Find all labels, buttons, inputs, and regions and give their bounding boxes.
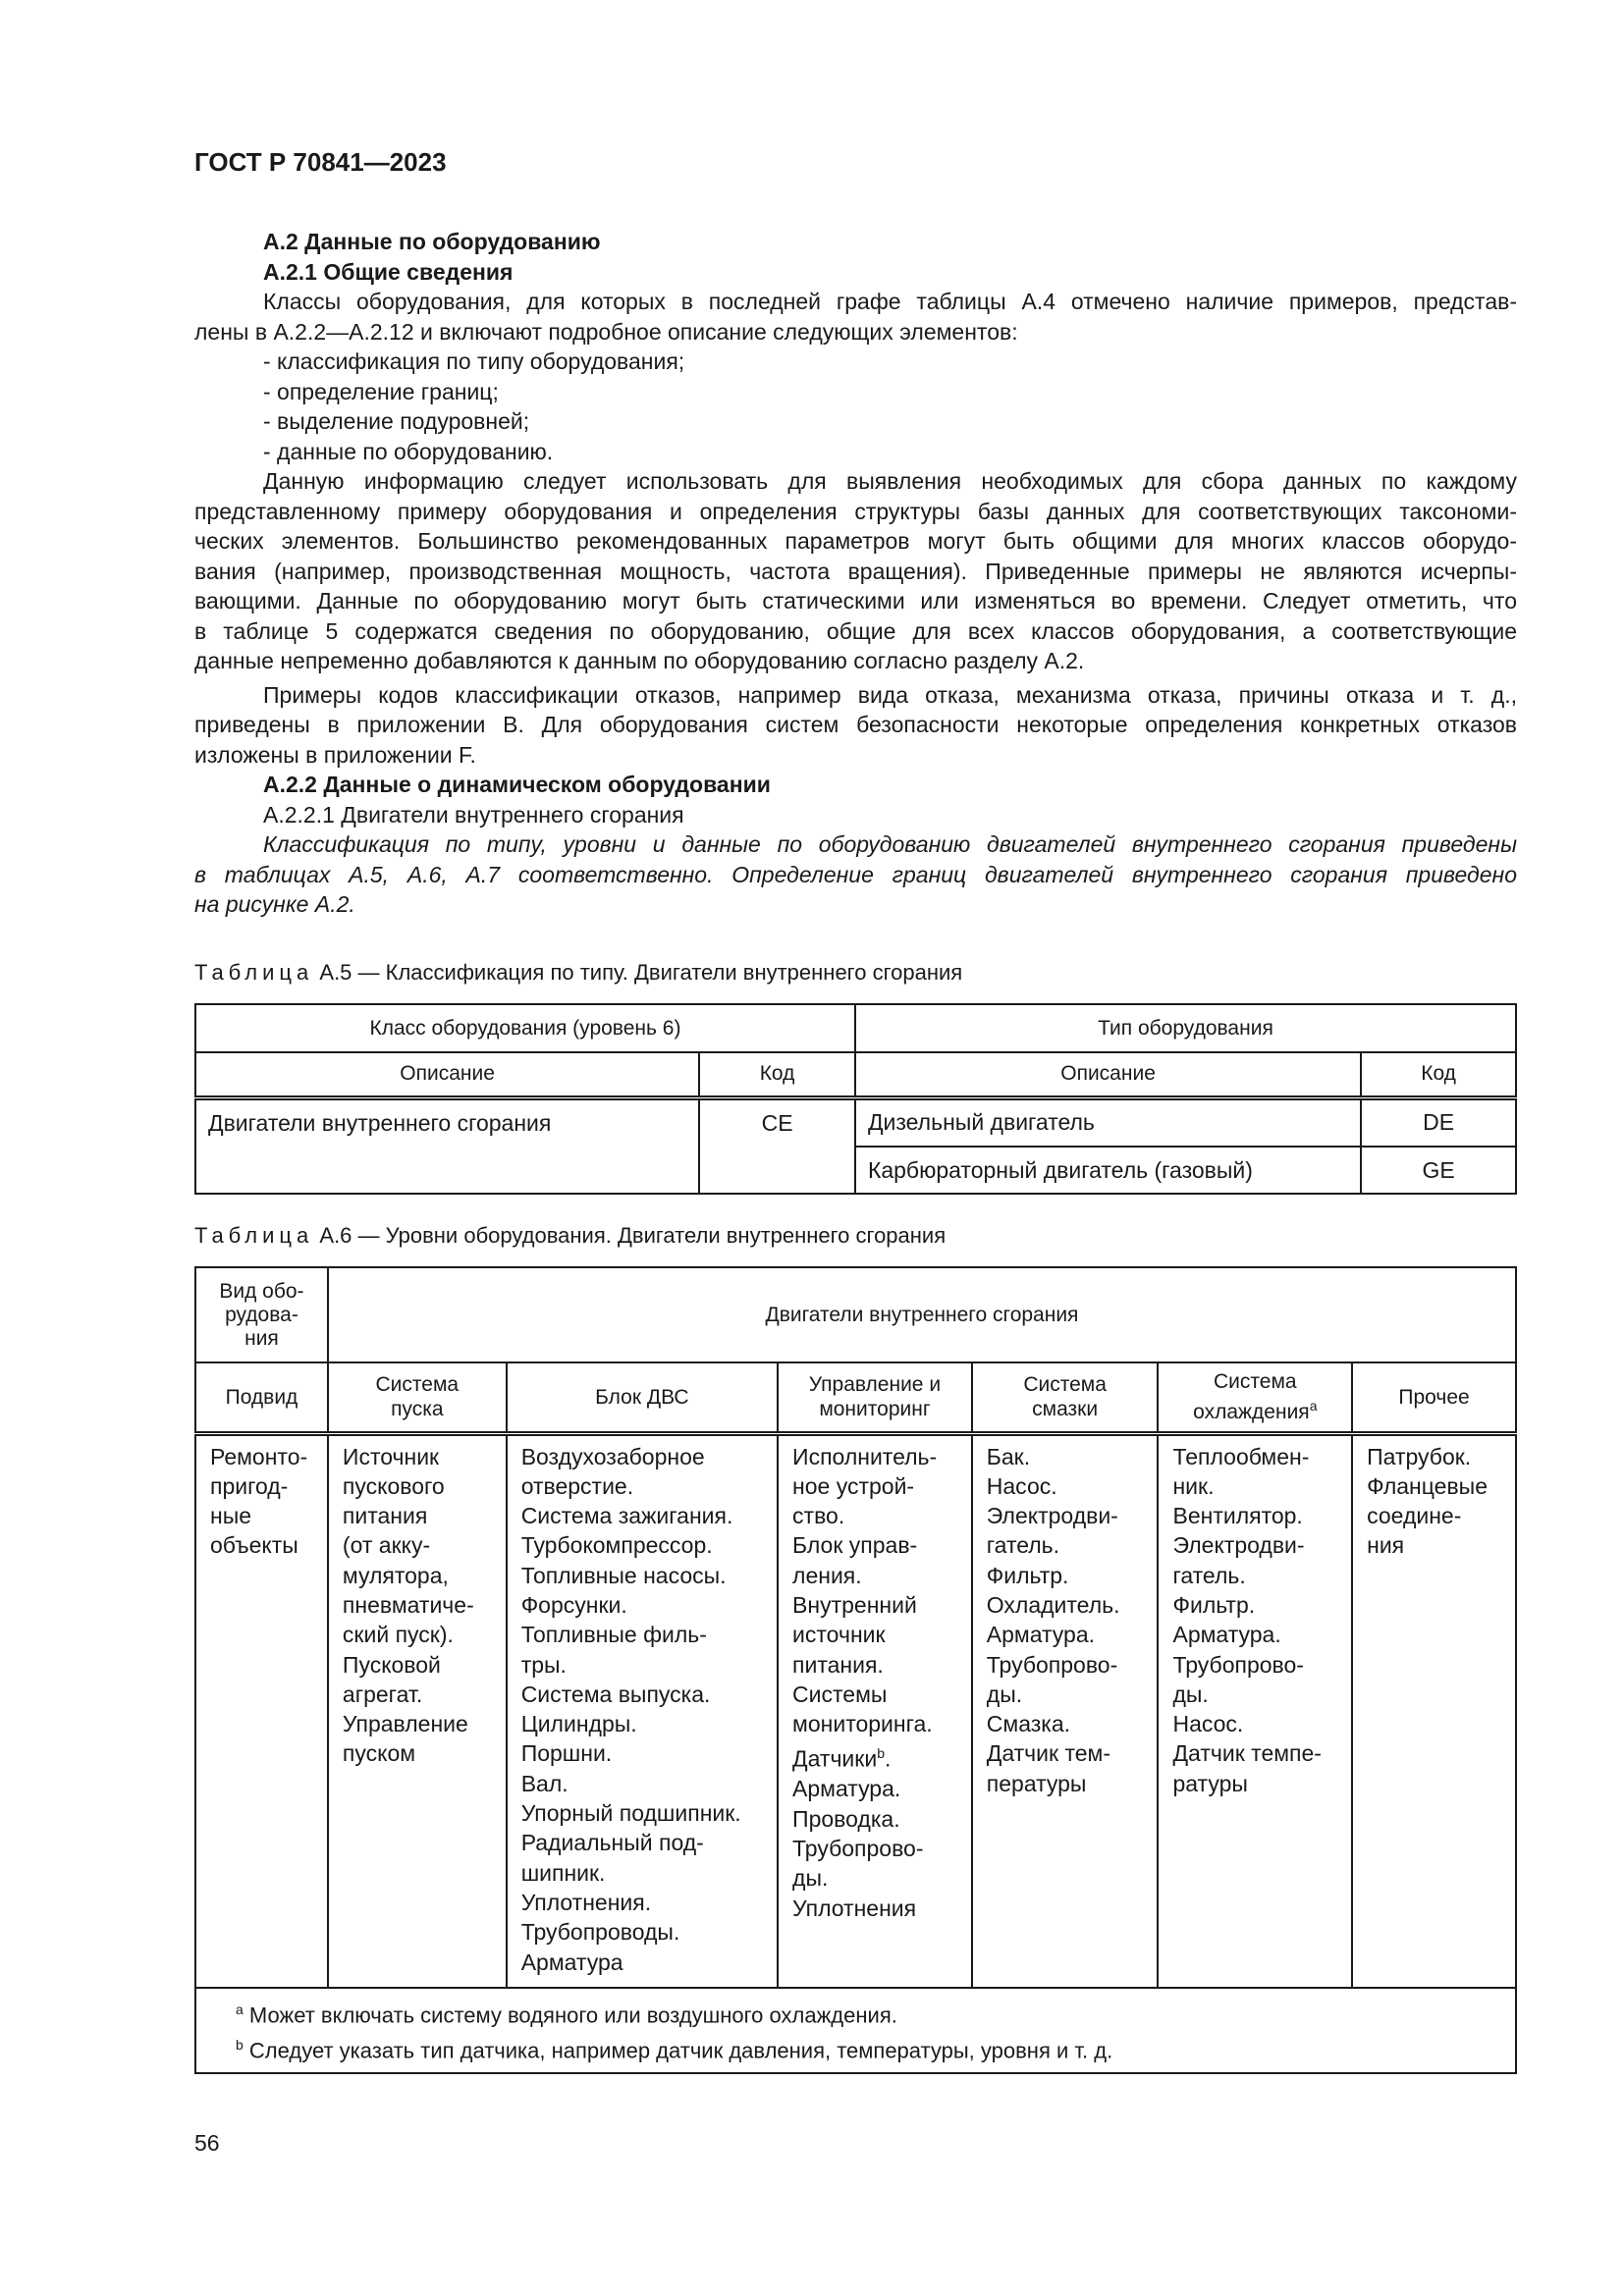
cell-line: соедине-	[1367, 1503, 1462, 1529]
column-header	[972, 1362, 1159, 1433]
cell-line: пуском	[342, 1740, 416, 1767]
class-code: CE	[699, 1097, 855, 1194]
text-line: данные непременно добавляются к данным по оборудованию согласно разделу А.2.	[194, 648, 1085, 673]
cell-line: ное устрой-	[792, 1472, 915, 1499]
cell-line: Арматура.	[1172, 1622, 1281, 1648]
text-line: Классы оборудования, для которых в последней графе таблицы А.4 отмечено наличие примеров, представ-	[263, 289, 1517, 314]
cell-line: ство.	[792, 1503, 845, 1529]
table-cell	[1352, 1433, 1516, 1988]
cell-line: Патрубок.	[1367, 1443, 1472, 1469]
cell-line: источник	[792, 1622, 886, 1648]
cell-line: Трубопрово-	[986, 1651, 1118, 1678]
text-line: - классификация по типу оборудования;	[263, 348, 685, 374]
text-line: Блок ДВС	[595, 1385, 689, 1409]
table-a6	[194, 1266, 1517, 2074]
text-line: Прочее	[1398, 1385, 1470, 1409]
cell-line: Трубопрово-	[792, 1836, 924, 1862]
column-header	[507, 1362, 778, 1433]
section-heading-a22: А.2.2 Данные о динамическом оборудовании	[263, 772, 771, 797]
text-line: мониторинг	[819, 1398, 931, 1421]
text-line: вающими. Данные по оборудованию могут быть статическими или изменяться во времени. Следует отметить, что	[194, 588, 1517, 614]
cell-line: Системы	[792, 1681, 888, 1707]
text-line: Система	[1023, 1373, 1107, 1397]
text-line: Примеры кодов классификации отказов, например вида отказа, механизма отказа, причины отказа и т. д.,	[263, 681, 1517, 708]
cell-line: гатель.	[986, 1532, 1060, 1559]
text-line: приведены в приложении В. Для оборудования систем безопасности некоторые определения конкретных отказов	[194, 712, 1517, 737]
text-line: Классификация по типу, уровни и данные по оборудованию двигателей внутреннего сгорания приведены	[263, 831, 1517, 857]
header-code: Код	[1361, 1052, 1516, 1097]
cell-line: Вентилятор.	[1172, 1503, 1303, 1529]
text-line: Система	[375, 1373, 460, 1397]
cell-line: ды.	[986, 1681, 1023, 1707]
text-line: в таблицах А.5, А.6, А.7 соответственно. Определение границ двигателей внутреннего сгорания приведено	[194, 861, 1517, 887]
cell-line: Источник	[342, 1443, 440, 1469]
cell-line: объекты	[210, 1532, 298, 1559]
cell-line: Управление	[342, 1711, 468, 1737]
cell-line: мулятора,	[342, 1562, 449, 1588]
header-desc: Описание	[855, 1052, 1361, 1097]
body-text	[194, 227, 1517, 920]
cell-line: Арматура.	[986, 1622, 1096, 1648]
cell-line: отверстие.	[520, 1472, 634, 1499]
cell-line: Охладитель.	[986, 1591, 1120, 1618]
cell-line: агрегат.	[342, 1681, 423, 1707]
cell-line: ния	[1367, 1532, 1405, 1559]
paragraph	[194, 680, 1517, 771]
column-header	[328, 1362, 507, 1433]
cell-line: Воздухозаборное	[520, 1443, 705, 1469]
cell-line: Проводка.	[792, 1805, 900, 1832]
table-cell	[778, 1433, 972, 1988]
section-heading-a21: А.2.1 Общие сведения	[263, 258, 514, 285]
bullet-list	[194, 347, 1517, 466]
type-code: GE	[1361, 1147, 1516, 1194]
table-cell	[328, 1433, 507, 1988]
cell-line: Радиальный под-	[520, 1830, 704, 1856]
table-footnotes	[195, 1988, 1516, 2073]
text-line: представленному примеру оборудования и определения структуры базы данных для соответствующих таксономи-	[194, 498, 1517, 524]
text-line: - определение границ;	[263, 378, 499, 404]
footnote: $^a$ Может включать систему водяного или воздушного охлаждения.	[236, 2002, 897, 2028]
cell-line: Вал.	[520, 1770, 568, 1796]
cell-line: питания	[342, 1503, 428, 1529]
cell-line: Арматура.	[792, 1776, 901, 1802]
text-line: ческих элементов. Большинство рекомендованных параметров могут быть общими для многих классов оборудо-	[194, 528, 1517, 554]
type-desc: Дизельный двигатель	[855, 1097, 1361, 1147]
cell-line: Топливные филь-	[520, 1622, 707, 1648]
header-type: Тип оборудования	[855, 1004, 1516, 1052]
cell-line: Пусковой	[342, 1651, 441, 1678]
cell-line: Фланцевые	[1367, 1472, 1489, 1499]
cell-line: (от акку-	[342, 1532, 431, 1559]
type-code: DE	[1361, 1097, 1516, 1147]
text-line: на рисунке А.2.	[194, 891, 355, 917]
cell-line: Насос.	[986, 1472, 1057, 1499]
cell-line: Фильтр.	[1172, 1591, 1256, 1618]
header-class: Класс оборудования (уровень 6)	[195, 1004, 855, 1052]
footnote: $^b$ Следует указать тип датчика, например датчик давления, температуры, уровня и т. д.	[236, 2037, 1113, 2063]
table-cell	[507, 1433, 778, 1988]
text-line: изложены в приложении F.	[194, 741, 476, 768]
cell-line: пригод-	[210, 1472, 289, 1499]
table-cell	[195, 1433, 328, 1988]
table-a5	[194, 1003, 1517, 1195]
column-header	[1352, 1362, 1516, 1433]
text-line: пуска	[391, 1398, 444, 1421]
cell-line: пературы	[986, 1770, 1087, 1796]
text-line: в таблице 5 содержатся сведения по оборудованию, общие для всех классов оборудования, а соответствующие	[194, 617, 1517, 644]
text-line: ния	[244, 1326, 279, 1350]
cell-line: Топливные насосы.	[520, 1562, 727, 1588]
text-line: Управление и	[808, 1373, 942, 1397]
section-heading-a2: А.2 Данные по оборудованию	[263, 229, 601, 254]
cell-line: Бак.	[986, 1443, 1031, 1469]
cell-line: Система выпуска.	[520, 1681, 711, 1707]
cell-line: мониторинга.	[792, 1711, 933, 1737]
header-desc: Описание	[195, 1052, 699, 1097]
text-line: Данную информацию следует использовать для выявления необходимых для сбора данных по каждому	[263, 468, 1517, 494]
cell-line: Цилиндры.	[520, 1711, 637, 1737]
cell-line: Трубопроводы.	[520, 1919, 680, 1946]
cell-line: пускового	[342, 1472, 445, 1499]
cell-line: Система зажигания.	[520, 1503, 733, 1529]
type-desc: Карбюраторный двигатель (газовый)	[855, 1147, 1361, 1194]
cell-line: Датчик тем-	[986, 1740, 1111, 1767]
table-a5-caption: Таблица А.5 — Классификация по типу. Двигатели внутреннего сгорания	[194, 960, 963, 985]
text-line: Вид обо-	[219, 1279, 304, 1303]
text-line: смазки	[1032, 1398, 1099, 1421]
table-a6-caption: Таблица А.6 — Уровни оборудования. Двигатели внутреннего сгорания	[194, 1223, 947, 1248]
header-equipment-kind	[195, 1267, 328, 1362]
cell-line: тры.	[520, 1651, 567, 1678]
cell-line: ные	[210, 1503, 252, 1529]
cell-line: Внутренний	[792, 1591, 917, 1618]
cell-line: Фильтр.	[986, 1562, 1069, 1588]
column-header: Система охлаждения$^a$	[1158, 1362, 1352, 1433]
text-line: Подвид	[225, 1385, 298, 1409]
cell-line: Теплообмен-	[1172, 1443, 1310, 1469]
text-line: рудова-	[225, 1303, 298, 1326]
cell-line: Уплотнения	[792, 1895, 917, 1921]
cell-line: Электродви-	[986, 1503, 1118, 1529]
cell-line: Поршни.	[520, 1740, 613, 1767]
cell-line: ления.	[792, 1562, 862, 1588]
paragraph-italic	[194, 829, 1517, 920]
cell-line: Арматура	[520, 1949, 623, 1975]
cell-line: ник.	[1172, 1472, 1215, 1499]
header-main: Двигатели внутреннего сгорания	[328, 1267, 1516, 1362]
header-code: Код	[699, 1052, 855, 1097]
text-line: вания (например, производственная мощность, частота вращения). Приведенные примеры не являются исчерпы-	[194, 558, 1517, 584]
section-heading-a221: А.2.2.1 Двигатели внутреннего сгорания	[263, 801, 684, 828]
table-cell	[1158, 1433, 1352, 1988]
text-line: лены в А.2.2—А.2.12 и включают подробное описание следующих элементов:	[194, 318, 1018, 345]
paragraph	[194, 287, 1517, 347]
column-header	[778, 1362, 972, 1433]
cell-line: Насос.	[1172, 1711, 1244, 1737]
paragraph	[194, 466, 1517, 676]
table-cell	[972, 1433, 1159, 1988]
cell-line: Блок управ-	[792, 1532, 918, 1559]
cell-line: Смазка.	[986, 1711, 1071, 1737]
cell-line: Датчик темпе-	[1172, 1740, 1322, 1767]
cell-line: Исполнитель-	[792, 1443, 938, 1469]
cell-line: ратуры	[1172, 1770, 1248, 1796]
cell-line: пневматиче-	[342, 1591, 474, 1618]
document-header: ГОСТ Р 70841—2023	[194, 147, 447, 177]
page-number: 56	[194, 2130, 220, 2156]
cell-line: Электродви-	[1172, 1532, 1305, 1559]
cell-line: Трубопрово-	[1172, 1651, 1304, 1678]
cell-line: гатель.	[1172, 1562, 1246, 1588]
cell-line: Турбокомпрессор.	[520, 1532, 713, 1559]
cell-line: ды.	[1172, 1681, 1209, 1707]
text-line: - данные по оборудованию.	[263, 438, 554, 464]
cell-line: Упорный подшипник.	[520, 1800, 741, 1827]
class-desc: Двигатели внутреннего сгорания	[195, 1097, 699, 1194]
cell-line: Ремонто-	[210, 1443, 308, 1469]
text-line: - выделение подуровней;	[263, 408, 530, 434]
cell-line: шипник.	[520, 1859, 606, 1886]
cell-line: питания.	[792, 1651, 884, 1678]
cell-line: Датчики$^b$.	[792, 1745, 892, 1773]
cell-line: ский пуск).	[342, 1622, 454, 1648]
column-header	[195, 1362, 328, 1433]
cell-line: Уплотнения.	[520, 1889, 652, 1915]
cell-line: Форсунки.	[520, 1591, 627, 1618]
cell-line: ды.	[792, 1865, 829, 1892]
